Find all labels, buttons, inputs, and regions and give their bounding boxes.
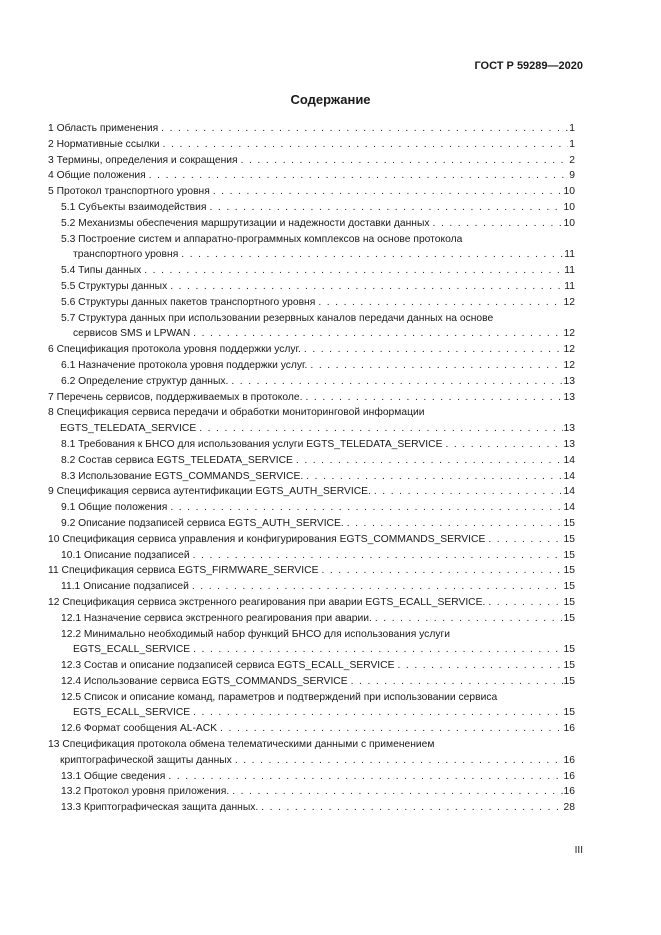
toc-entry-title-line: 8 Спецификация сервиса передачи и обработки мониторинговой информации xyxy=(48,407,425,419)
toc-entry-page: 28 xyxy=(563,802,575,814)
toc-entry-title: 3 Термины, определения и сокращения xyxy=(48,154,238,166)
toc-entry xyxy=(48,405,575,437)
toc-dot-leader xyxy=(199,421,562,437)
toc-dot-leader xyxy=(306,469,562,485)
toc-entry-page: 12 xyxy=(563,344,575,356)
toc-entry-page: 14 xyxy=(563,470,575,482)
toc-entry-page: 16 xyxy=(563,786,575,798)
table-of-contents xyxy=(48,121,575,816)
toc-entry-page: 14 xyxy=(563,486,575,498)
toc-entry-title-line: 13 Спецификация протокола обмена телематическими данными с применением xyxy=(48,739,435,751)
toc-dot-leader xyxy=(161,121,568,137)
toc-entry-page: 16 xyxy=(563,723,575,735)
toc-dot-leader xyxy=(306,390,563,406)
toc-entry xyxy=(61,658,575,674)
toc-entry-title: 12.1 Назначение сервиса экстренного реагирования при аварии. xyxy=(61,612,372,624)
toc-entry-title: EGTS_ECALL_SERVICE xyxy=(73,644,191,656)
toc-entry-title: EGTS_TELEDATA_SERVICE xyxy=(60,423,197,435)
toc-entry xyxy=(61,548,575,564)
toc-entry-title: 13.1 Общие сведения xyxy=(61,770,166,782)
toc-entry-title: 9.2 Описание подзаписей сервиса EGTS_AUTH_SERVICE. xyxy=(61,517,344,529)
toc-entry-page: 2 xyxy=(569,154,575,166)
toc-dot-leader xyxy=(193,326,562,342)
toc-entry-title: 12.6 Формат сообщения AL-ACK xyxy=(61,723,218,735)
toc-entry xyxy=(61,579,575,595)
toc-entry xyxy=(48,137,575,153)
toc-entry-page: 10 xyxy=(563,201,575,213)
toc-dot-leader xyxy=(347,516,563,532)
toc-entry-page: 10 xyxy=(563,186,575,198)
toc-entry xyxy=(61,295,575,311)
toc-entry-title: 2 Нормативные ссылки xyxy=(48,138,160,150)
toc-entry xyxy=(61,232,575,264)
toc-dot-leader xyxy=(397,658,562,674)
toc-entry xyxy=(61,690,575,722)
toc-entry-title: 6.1 Назначение протокола уровня поддержки услуг. xyxy=(61,359,308,371)
toc-dot-leader xyxy=(181,247,563,263)
toc-entry-title: 12 Спецификация сервиса экстренного реагирования при аварии EGTS_ECALL_SERVICE. xyxy=(48,596,486,608)
toc-dot-leader xyxy=(192,579,563,595)
toc-entry-page: 15 xyxy=(563,596,575,608)
toc-entry xyxy=(61,279,575,295)
toc-entry-page: 12 xyxy=(563,328,575,340)
toc-entry-page: 13 xyxy=(563,391,575,403)
toc-entry xyxy=(48,532,575,548)
toc-dot-leader xyxy=(149,168,569,184)
toc-entry xyxy=(48,121,575,137)
toc-entry-title: 12.4 Использование сервиса EGTS_COMMANDS_SERVICE xyxy=(61,675,348,687)
toc-entry-title: 1 Область применения xyxy=(48,123,159,134)
toc-entry-title: EGTS_ECALL_SERVICE xyxy=(73,707,191,719)
toc-dot-leader xyxy=(193,705,562,721)
toc-entry-page: 16 xyxy=(563,754,575,766)
toc-entry-page: 14 xyxy=(563,454,575,466)
toc-dot-leader xyxy=(170,500,562,516)
toc-entry-page: 12 xyxy=(563,359,575,371)
toc-entry-title-line: 5.3 Построение систем и аппаратно-программных комплексов на основе протокола xyxy=(61,233,463,245)
toc-entry xyxy=(61,200,575,216)
toc-entry-page: 13 xyxy=(563,375,575,387)
toc-dot-leader xyxy=(220,721,562,737)
toc-dot-leader xyxy=(168,769,562,785)
toc-dot-leader xyxy=(296,453,563,469)
toc-dot-leader xyxy=(232,784,562,800)
toc-entry xyxy=(61,263,575,279)
toc-dot-leader xyxy=(445,437,562,453)
toc-entry-page: 15 xyxy=(563,660,575,672)
toc-entry-title: 12.3 Состав и описание подзаписей сервиса EGTS_ECALL_SERVICE xyxy=(61,660,395,672)
toc-dot-leader xyxy=(144,263,563,279)
toc-dot-leader xyxy=(163,137,569,153)
toc-entry-page: 10 xyxy=(563,217,575,229)
toc-entry-title: 9 Спецификация сервиса аутентификации EGTS_AUTH_SERVICE. xyxy=(48,486,371,498)
toc-entry-page: 13 xyxy=(563,438,575,450)
toc-dot-leader xyxy=(488,595,562,611)
toc-entry-page: 15 xyxy=(563,549,575,561)
toc-dot-leader xyxy=(375,611,563,627)
toc-entry-page: 12 xyxy=(563,296,575,308)
toc-entry-page: 15 xyxy=(563,644,575,656)
toc-entry xyxy=(61,627,575,659)
toc-dot-leader xyxy=(433,216,563,232)
toc-entry xyxy=(61,674,575,690)
toc-entry-page: 15 xyxy=(563,707,575,719)
toc-dot-leader xyxy=(351,674,563,690)
toc-entry xyxy=(61,784,575,800)
toc-entry-page: 15 xyxy=(563,675,575,687)
toc-entry-title: сервисов SMS и LPWAN xyxy=(73,328,191,340)
toc-entry xyxy=(48,168,575,184)
toc-entry-title: 5.6 Структуры данных пакетов транспортного уровня xyxy=(61,296,316,308)
toc-dot-leader xyxy=(231,374,562,390)
toc-entry-title: 8.3 Использование EGTS_COMMANDS_SERVICE. xyxy=(61,470,304,482)
toc-entry-page: 15 xyxy=(563,517,575,529)
toc-entry xyxy=(61,721,575,737)
toc-entry xyxy=(61,769,575,785)
toc-entry-title: 8.2 Состав сервиса EGTS_TELEDATA_SERVICE xyxy=(61,454,293,466)
toc-entry xyxy=(61,311,575,343)
toc-entry-title: криптографической защиты данных xyxy=(60,754,232,766)
toc-entry xyxy=(48,390,575,406)
toc-entry-title: 5.4 Типы данных xyxy=(61,265,142,277)
toc-entry xyxy=(61,800,575,816)
toc-entry-title: 4 Общие положения xyxy=(48,170,146,182)
toc-entry-page: 11 xyxy=(564,280,575,292)
toc-entry-title: 13.2 Протокол уровня приложения. xyxy=(61,786,230,798)
toc-entry-title: 10.1 Описание подзаписей xyxy=(61,549,190,561)
toc-entry xyxy=(48,184,575,200)
toc-entry-title: 5.1 Субъекты взаимодействия xyxy=(61,201,207,213)
toc-entry xyxy=(48,342,575,358)
toc-entry-title-line: 5.7 Структура данных при использовании резервных каналов передачи данных на основе xyxy=(61,312,494,324)
toc-entry xyxy=(48,595,575,611)
page-number: III xyxy=(574,845,583,856)
toc-entry xyxy=(61,453,575,469)
toc-dot-leader xyxy=(318,295,562,311)
toc-entry xyxy=(61,500,575,516)
toc-entry-title: 8.1 Требования к БНСО для использования услуги EGTS_TELEDATA_SERVICE xyxy=(61,438,443,450)
toc-entry-page: 11 xyxy=(564,265,575,277)
toc-entry xyxy=(61,611,575,627)
toc-entry xyxy=(48,153,575,169)
toc-entry-page: 15 xyxy=(563,581,575,593)
toc-entry-title: 7 Перечень сервисов, поддерживаемых в протоколе. xyxy=(48,391,303,403)
toc-entry xyxy=(61,358,575,374)
toc-dot-leader xyxy=(213,184,563,200)
toc-entry-title: 11 Спецификация сервиса EGTS_FIRMWARE_SERVICE xyxy=(48,565,319,577)
toc-entry xyxy=(61,516,575,532)
toc-entry-title: 5 Протокол транспортного уровня xyxy=(48,186,210,198)
toc-entry-title: 13.3 Криптографическая защита данных. xyxy=(61,802,259,814)
toc-entry-title-line: 12.5 Список и описание команд, параметров и подтверждений при использовании сервиса xyxy=(61,691,498,703)
toc-entry-page: 1 xyxy=(569,138,575,150)
toc-dot-leader xyxy=(241,153,569,169)
toc-entry-title: 6.2 Определение структур данных. xyxy=(61,375,229,387)
toc-dot-leader xyxy=(261,800,562,816)
toc-dot-leader xyxy=(321,563,562,579)
toc-entry-title: 10 Спецификация сервиса управления и конфигурирования EGTS_COMMANDS_SERVICE xyxy=(48,533,486,545)
toc-entry-title: 11.1 Описание подзаписей xyxy=(61,581,189,593)
toc-dot-leader xyxy=(193,548,563,564)
toc-entry xyxy=(61,374,575,390)
toc-entry-page: 15 xyxy=(563,612,575,624)
toc-entry-title: 5.2 Механизмы обеспечения маршрутизации и надежности доставки данных xyxy=(61,217,430,229)
toc-entry-title: транспортного уровня xyxy=(73,249,179,261)
toc-entry-page: 11 xyxy=(564,249,575,261)
toc-title: Содержание xyxy=(290,92,371,107)
toc-entry-title: 6 Спецификация протокола уровня поддержки услуг. xyxy=(48,344,301,356)
toc-dot-leader xyxy=(488,532,562,548)
toc-dot-leader xyxy=(310,358,562,374)
toc-entry xyxy=(61,437,575,453)
toc-entry-page: 1 xyxy=(569,123,575,134)
toc-dot-leader xyxy=(209,200,562,216)
toc-entry-page: 14 xyxy=(563,502,575,514)
toc-dot-leader xyxy=(304,342,563,358)
toc-entry xyxy=(61,216,575,232)
toc-entry xyxy=(48,737,575,769)
toc-dot-leader xyxy=(235,753,563,769)
toc-entry-title-line: 12.2 Минимально необходимый набор функций БНСО для использования услуги xyxy=(61,628,450,640)
toc-entry-page: 15 xyxy=(563,533,575,545)
toc-dot-leader xyxy=(374,484,563,500)
toc-entry-page: 15 xyxy=(563,565,575,577)
toc-dot-leader xyxy=(170,279,563,295)
toc-entry xyxy=(61,469,575,485)
toc-entry-page: 9 xyxy=(569,170,575,182)
toc-entry-page: 16 xyxy=(563,770,575,782)
document-standard-header: ГОСТ Р 59289—2020 xyxy=(474,60,583,72)
toc-dot-leader xyxy=(193,642,562,658)
toc-entry-title: 9.1 Общие положения xyxy=(61,502,168,514)
toc-entry xyxy=(48,484,575,500)
toc-entry-page: 13 xyxy=(563,423,575,435)
toc-entry xyxy=(48,563,575,579)
toc-entry-title: 5.5 Структуры данных xyxy=(61,280,168,292)
